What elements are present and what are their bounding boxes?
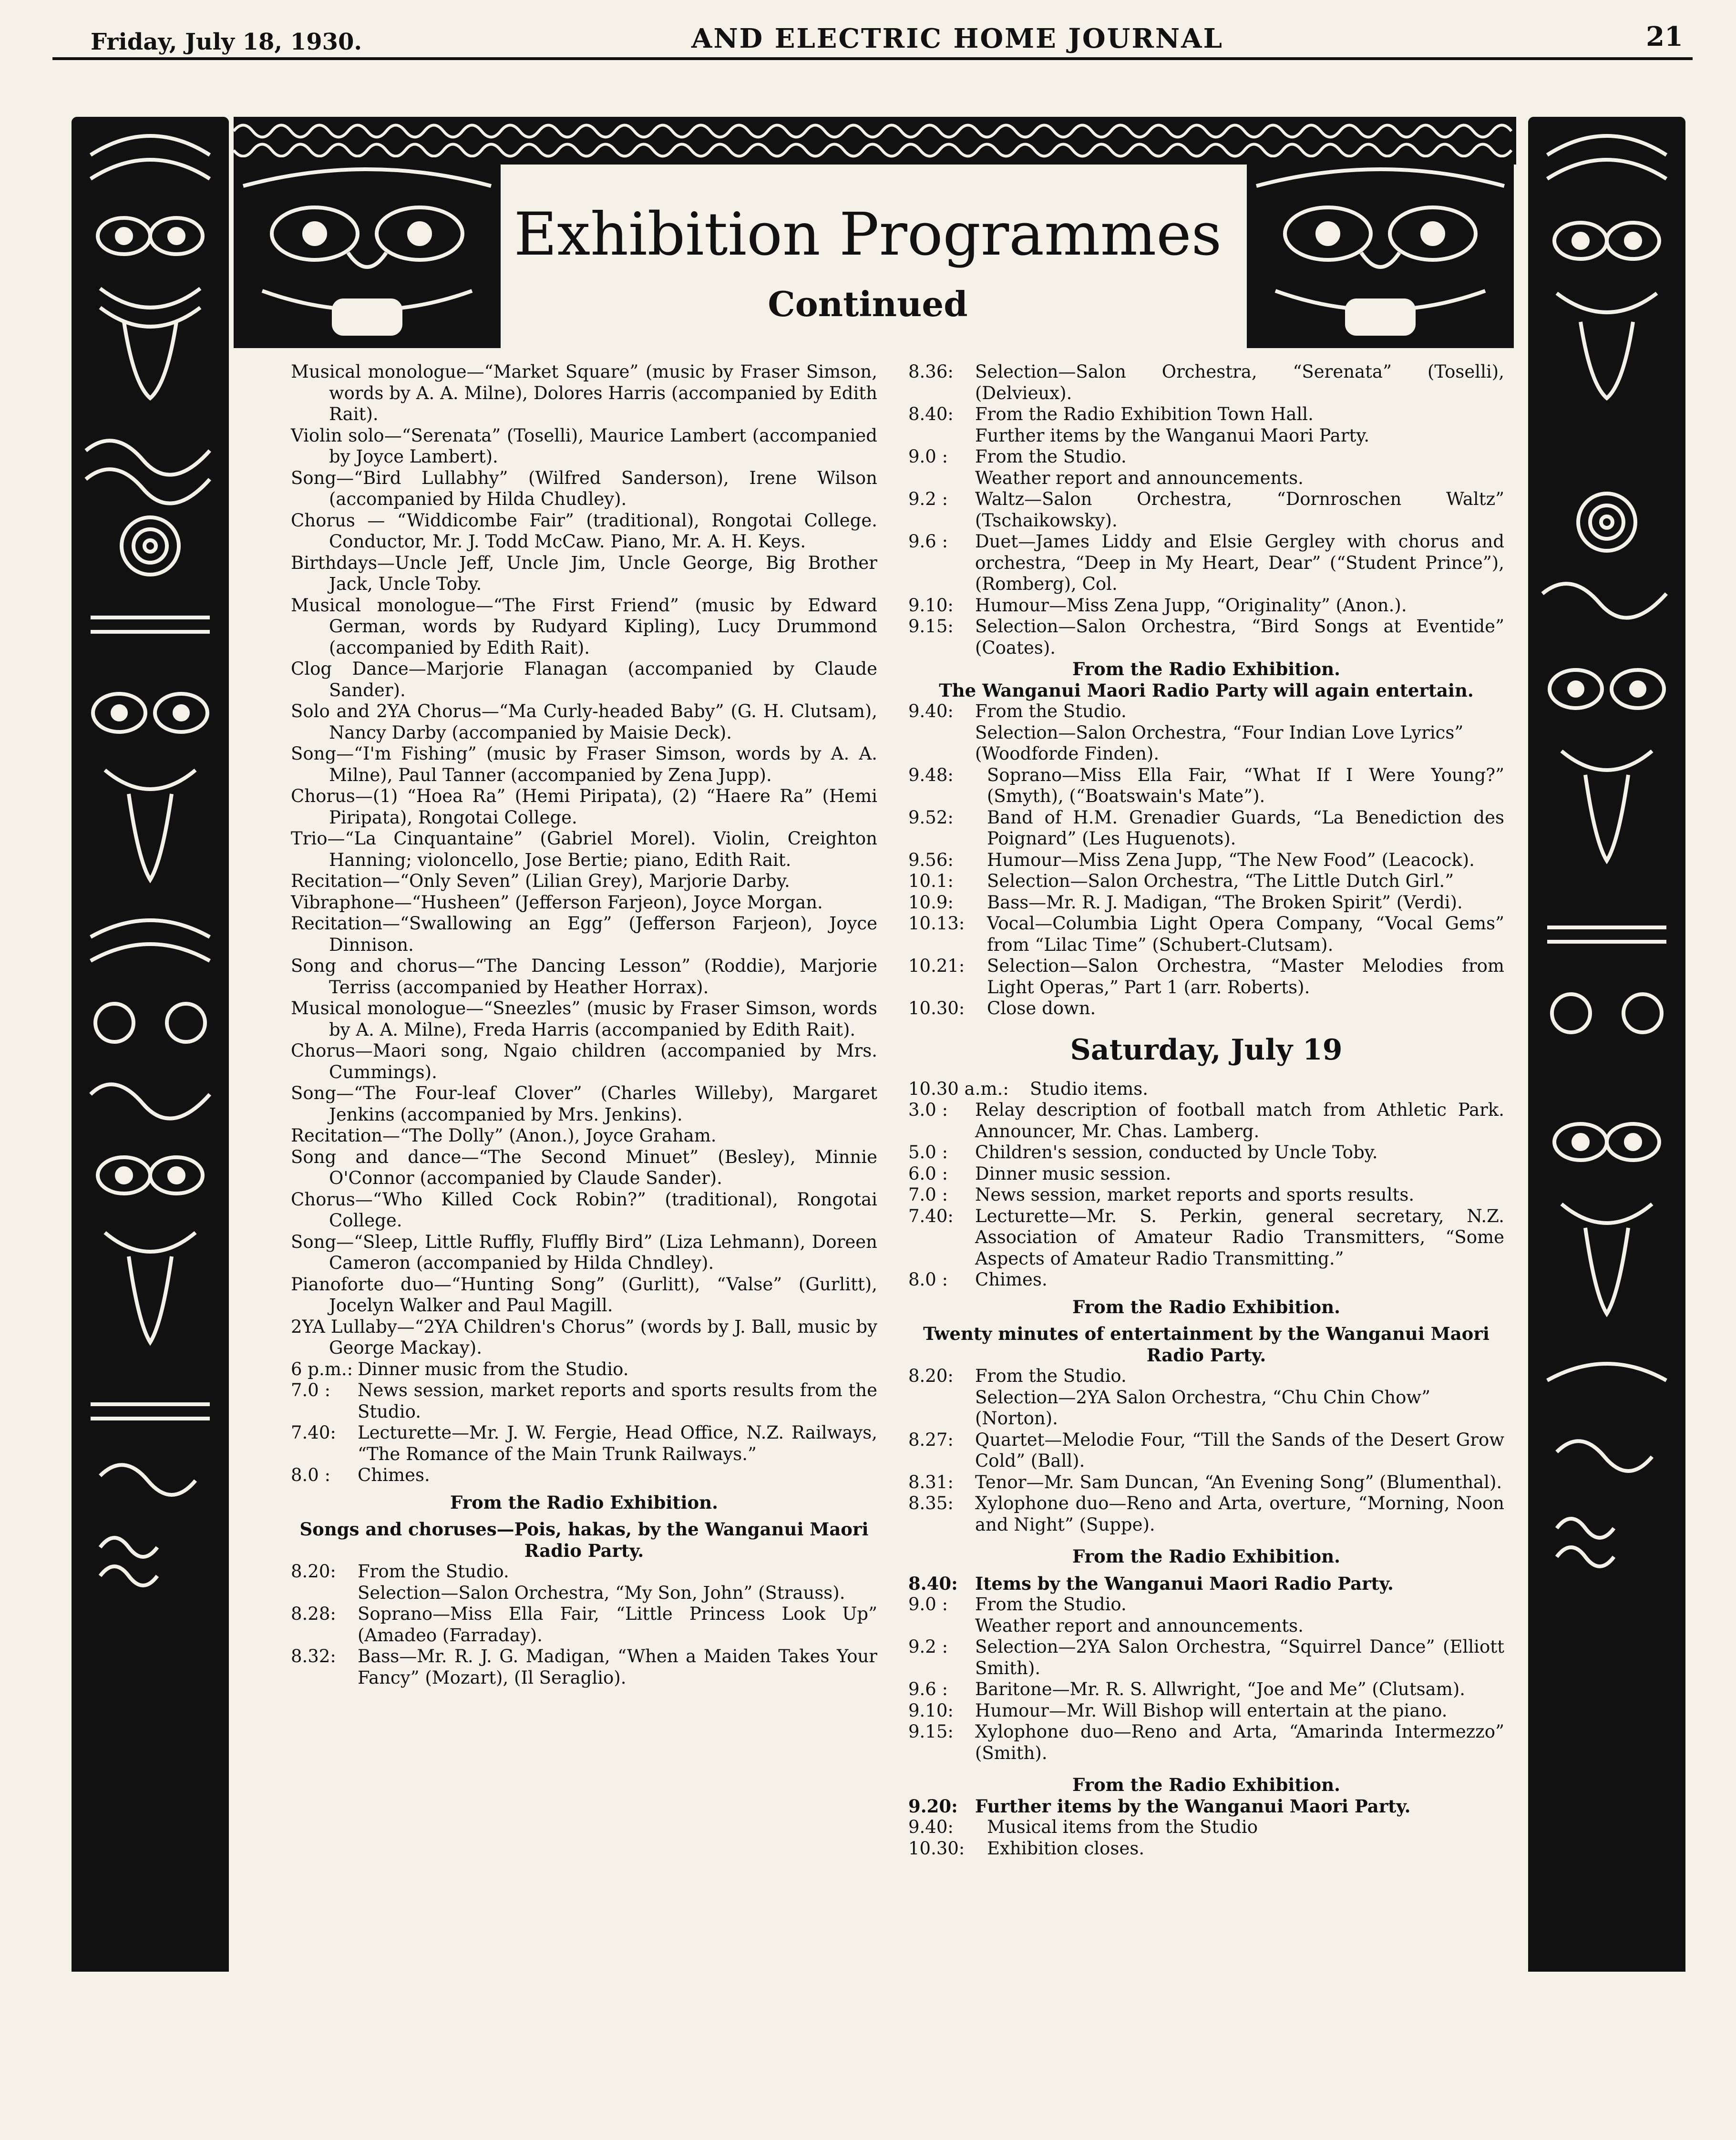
entry-text: Soprano—Miss Ella Fair, “What If I Were Young?” (Smyth), (“Boatswain's Mate”). bbox=[987, 764, 1504, 806]
entry-time: 8.40: bbox=[908, 1573, 958, 1594]
programme-item: Song and dance—“The Second Minuet” (Besley), Minnie O'Connor (accompanied by Claude Sander). bbox=[291, 1146, 877, 1188]
schedule-entry bbox=[908, 1838, 1504, 1860]
entry-text: Lecturette—Mr. S. Perkin, general secretary, N.Z. Association of Amateur Radio Transmitters, “Some Aspects of Amateur Radio Transmitting.” bbox=[975, 1205, 1504, 1269]
schedule-entry bbox=[908, 1430, 1504, 1472]
entry-time: 7.0 : bbox=[291, 1380, 331, 1400]
entry-text: Further items by the Wanganui Maori Party. bbox=[975, 1795, 1411, 1817]
entry-text: Quartet—Melodie Four, “Till the Sands of the Desert Grow Cold” (Ball). bbox=[975, 1429, 1504, 1471]
entry-text: Selection—Salon Orchestra, “Bird Songs at Eventide” (Coates). bbox=[975, 616, 1504, 658]
entry-text: Children's session, conducted by Uncle Toby. bbox=[975, 1142, 1378, 1163]
programme-item: Song—“The Four-leaf Clover” (Charles Willeby), Margaret Jenkins (accompanied by Mrs. Jenkins). bbox=[291, 1083, 877, 1125]
schedule-entry bbox=[908, 531, 1504, 595]
entry-time: 8.20: bbox=[908, 1366, 954, 1386]
entry-text: Relay description of football match from Athletic Park. Announcer, Mr. Chas. Lamberg. bbox=[975, 1100, 1504, 1142]
entry-text: From the Studio. bbox=[358, 1561, 509, 1582]
entry-time: 9.6 : bbox=[908, 1679, 948, 1699]
saturday-schedule-c bbox=[908, 1366, 1504, 1387]
children-session-list bbox=[291, 361, 877, 1359]
carved-face-left bbox=[234, 157, 501, 348]
schedule-entry bbox=[908, 1679, 1504, 1700]
sub-item: Weather report and announcements. bbox=[975, 1615, 1304, 1636]
entry-time: 3.0 : bbox=[908, 1100, 948, 1120]
entry-text: From the Radio Exhibition Town Hall. bbox=[975, 404, 1314, 424]
entry-time: 8.35: bbox=[908, 1493, 954, 1513]
entry-time: 6.0 : bbox=[908, 1163, 948, 1184]
evening-schedule-a bbox=[291, 1359, 877, 1486]
sub-item: Selection—Salon Orchestra, “My Son, John” (Strauss). bbox=[358, 1582, 845, 1603]
entry-text: News session, market reports and sports results from the Studio. bbox=[358, 1380, 877, 1422]
section-heading: From the Radio Exhibition. bbox=[1072, 1546, 1341, 1567]
schedule-entry bbox=[908, 956, 1504, 998]
schedule-entry bbox=[908, 701, 1504, 722]
entry-text: Selection—Salon Orchestra, “Serenata” (Toselli), (Delvieux). bbox=[975, 361, 1504, 403]
schedule-entry bbox=[291, 1380, 877, 1422]
entry-text: Humour—Miss Zena Jupp, “Originality” (Anon.). bbox=[975, 595, 1407, 616]
entry-text: Duet—James Liddy and Elsie Gergley with chorus and orchestra, “Deep in My Heart, Dear” (“Student Prince”), (Romberg), Col. bbox=[975, 531, 1504, 594]
entry-text: Dinner music session. bbox=[975, 1163, 1171, 1184]
programme-item: Birthdays—Uncle Jeff, Uncle Jim, Uncle George, Big Brother Jack, Uncle Toby. bbox=[291, 552, 877, 594]
schedule-entry bbox=[908, 1493, 1504, 1535]
programme-item: Pianoforte duo—“Hunting Song” (Gurlitt), “Valse” (Gurlitt), Jocelyn Walker and Paul Magill. bbox=[291, 1274, 877, 1316]
evening-schedule-b bbox=[291, 1561, 877, 1583]
entry-text: From the Studio. bbox=[975, 701, 1127, 721]
saturday-schedule-g bbox=[908, 1636, 1504, 1764]
entry-time: 8.40: bbox=[908, 404, 954, 424]
section-heading: From the Radio Exhibition. bbox=[450, 1492, 719, 1513]
entry-time: 9.40: bbox=[908, 701, 954, 721]
schedule-entry bbox=[908, 913, 1504, 956]
entry-text: Studio items. bbox=[1030, 1078, 1149, 1099]
entry-time: 9.0 : bbox=[908, 446, 948, 467]
entry-time: 6 p.m.: bbox=[291, 1358, 353, 1379]
page-number: 21 bbox=[1646, 21, 1683, 52]
entry-time: 9.0 : bbox=[908, 1594, 948, 1615]
section-heading: From the Radio Exhibition. bbox=[1072, 658, 1341, 679]
schedule-entry bbox=[908, 1721, 1504, 1764]
entry-time: 9.40: bbox=[908, 1817, 954, 1837]
sub-item: Further items by the Wanganui Maori Party. bbox=[975, 425, 1370, 446]
schedule-entry bbox=[908, 1206, 1504, 1270]
entry-time: 8.32: bbox=[291, 1646, 336, 1667]
entry-text: News session, market reports and sports results. bbox=[975, 1184, 1415, 1205]
evening-schedule-c bbox=[291, 1604, 877, 1688]
entry-time: 8.0 : bbox=[291, 1465, 331, 1485]
schedule-entry bbox=[908, 1079, 1504, 1100]
programme-item: Song—“Bird Lullabhy” (Wilfred Sanderson), Irene Wilson (accompanied by Hilda Chudley). bbox=[291, 467, 877, 509]
entry-text: Soprano—Miss Ella Fair, “Little Princess Look Up” (Amadeo (Farraday). bbox=[358, 1604, 877, 1646]
entry-time: 7.40: bbox=[908, 1205, 954, 1226]
entry-time: 9.20: bbox=[908, 1795, 958, 1817]
left-column bbox=[291, 361, 877, 1688]
programme-item: Recitation—“Only Seven” (Lilian Grey), Marjorie Darby. bbox=[291, 871, 790, 891]
schedule-entry bbox=[908, 446, 1504, 468]
programme-item: Recitation—“Swallowing an Egg” (Jefferson Farjeon), Joyce Dinnison. bbox=[291, 913, 877, 955]
entry-time: 9.15: bbox=[908, 1721, 954, 1742]
entry-time: 10.30 a.m.: bbox=[908, 1078, 1009, 1099]
entry-text: Bass—Mr. R. J. G. Madigan, “When a Maiden Takes Your Fancy” (Mozart), (Il Seraglio). bbox=[358, 1646, 877, 1688]
entry-time: 9.10: bbox=[908, 595, 954, 616]
entry-text: Xylophone duo—Reno and Arta, overture, “Morning, Noon and Night” (Suppe). bbox=[975, 1493, 1504, 1535]
section-heading-bold: Twenty minutes of entertainment by the Wanganui Maori Radio Party. bbox=[923, 1323, 1489, 1366]
page-header bbox=[52, 14, 1693, 60]
programme-item: Musical monologue—“Market Square” (music by Fraser Simson, words by A. A. Milne), Dolores Harris (accompanied by Edith Rait). bbox=[291, 361, 877, 424]
programme-item: Vibraphone—“Husheen” (Jefferson Farjeon), Joyce Morgan. bbox=[291, 892, 823, 913]
entry-time: 9.6 : bbox=[908, 531, 948, 552]
entry-time: 8.27: bbox=[908, 1429, 954, 1450]
entry-text: Vocal—Columbia Light Opera Company, “Vocal Gems” from “Lilac Time” (Schubert-Clutsam). bbox=[987, 913, 1504, 955]
entry-text: Waltz—Salon Orchestra, “Dornroschen Waltz” (Tschaikowsky). bbox=[975, 489, 1504, 531]
entry-time: 9.15: bbox=[908, 616, 954, 637]
section-heading-bold: Songs and choruses—Pois, hakas, by the Wanganui Maori Radio Party. bbox=[299, 1519, 869, 1561]
entry-time: 9.2 : bbox=[908, 1636, 948, 1657]
programme-item: Musical monologue—“Sneezles” (music by Fraser Simson, words by A. A. Milne), Freda Harris (accompanied by Edith Rait). bbox=[291, 998, 877, 1040]
schedule-entry bbox=[908, 807, 1504, 850]
entry-text: Humour—Mr. Will Bishop will entertain at the piano. bbox=[975, 1700, 1448, 1721]
entry-text: Exhibition closes. bbox=[987, 1838, 1145, 1859]
schedule-entry bbox=[908, 1573, 1504, 1595]
saturday-schedule-i bbox=[908, 1817, 1504, 1859]
entry-time: 9.52: bbox=[908, 807, 954, 828]
saturday-schedule-a bbox=[908, 1079, 1504, 1100]
entry-text: Chimes. bbox=[358, 1465, 430, 1485]
friday-schedule-a bbox=[908, 361, 1504, 425]
friday-schedule-d bbox=[908, 701, 1504, 722]
issue-date: Friday, July 18, 1930. bbox=[91, 29, 362, 55]
programme-item: Musical monologue—“The First Friend” (music by Edward German, words by Rudyard Kipling), Lucy Drummond (accompanied by Edith Rait). bbox=[291, 595, 877, 658]
page-title: Exhibition Programmes bbox=[514, 200, 1222, 269]
saturday-schedule-d bbox=[908, 1430, 1504, 1536]
entry-text: Musical items from the Studio bbox=[987, 1817, 1258, 1837]
schedule-entry bbox=[291, 1646, 877, 1688]
programme-item: Chorus—(1) “Hoea Ra” (Hemi Piripata), (2) “Haere Ra” (Hemi Piripata), Rongotai College. bbox=[291, 786, 877, 828]
programme-item: Chorus — “Widdicombe Fair” (traditional), Rongotai College. Conductor, Mr. J. Todd McCaw. Piano, Mr. A. H. Keys. bbox=[291, 510, 877, 552]
sub-item: Selection—Salon Orchestra, “Four Indian Love Lyrics” (Woodforde Finden). bbox=[975, 722, 1464, 764]
entry-text: Selection—Salon Orchestra, “The Little Dutch Girl.” bbox=[987, 871, 1454, 891]
entry-time: 8.28: bbox=[291, 1604, 336, 1624]
entry-text: Lecturette—Mr. J. W. Fergie, Head Office, N.Z. Railways, “The Romance of the Main Trunk Railways.” bbox=[358, 1422, 877, 1464]
schedule-entry bbox=[908, 1636, 1504, 1679]
schedule-entry bbox=[908, 1184, 1504, 1206]
programme-item: Violin solo—“Serenata” (Toselli), Maurice Lambert (accompanied by Joyce Lambert). bbox=[291, 425, 877, 467]
schedule-entry bbox=[908, 850, 1504, 871]
schedule-entry bbox=[908, 1817, 1504, 1838]
entry-time: 9.56: bbox=[908, 849, 954, 870]
entry-time: 10.21: bbox=[908, 956, 965, 976]
schedule-entry bbox=[908, 1796, 1504, 1817]
schedule-entry bbox=[908, 765, 1504, 807]
entry-time: 9.2 : bbox=[908, 489, 948, 509]
schedule-entry bbox=[908, 404, 1504, 425]
sub-item: Selection—2YA Salon Orchestra, “Chu Chin Chow” (Norton). bbox=[975, 1387, 1430, 1429]
schedule-entry bbox=[908, 1163, 1504, 1185]
entry-text: Band of H.M. Grenadier Guards, “La Benediction des Poignard” (Les Huguenots). bbox=[987, 807, 1504, 849]
saturday-schedule-b bbox=[908, 1100, 1504, 1291]
programme-item: Chorus—“Who Killed Cock Robin?” (traditional), Rongotai College. bbox=[291, 1189, 877, 1231]
friday-schedule-e bbox=[908, 765, 1504, 1019]
entry-text: Tenor—Mr. Sam Duncan, “An Evening Song” (Blumenthal). bbox=[975, 1471, 1502, 1492]
friday-schedule-b bbox=[908, 446, 1504, 468]
entry-time: 8.31: bbox=[908, 1471, 954, 1492]
schedule-entry bbox=[908, 1142, 1504, 1163]
entry-text: Xylophone duo—Reno and Arta, “Amarinda Intermezzo” (Smith). bbox=[975, 1721, 1504, 1763]
schedule-entry bbox=[908, 489, 1504, 531]
schedule-entry bbox=[908, 595, 1504, 617]
saturday-heading: Saturday, July 19 bbox=[1070, 1033, 1343, 1067]
entry-time: 8.36: bbox=[908, 361, 954, 382]
entry-time: 7.0 : bbox=[908, 1184, 948, 1205]
entry-text: Bass—Mr. R. J. Madigan, “The Broken Spirit” (Verdi). bbox=[987, 892, 1463, 913]
section-heading: From the Radio Exhibition. bbox=[1072, 1296, 1341, 1317]
right-column bbox=[908, 361, 1504, 1859]
carved-pole-left bbox=[72, 117, 229, 1972]
schedule-entry bbox=[908, 871, 1504, 892]
programme-item: Solo and 2YA Chorus—“Ma Curly-headed Baby” (G. H. Clutsam), Nancy Darby (accompanied by Maisie Deck). bbox=[291, 701, 877, 743]
programme-item: Song—“Sleep, Little Ruffly, Fluffly Bird” (Liza Lehmann), Doreen Cameron (accompanied by Hilda Chndley). bbox=[291, 1231, 877, 1273]
schedule-entry bbox=[908, 1100, 1504, 1142]
schedule-entry bbox=[908, 1594, 1504, 1615]
schedule-entry bbox=[291, 1465, 877, 1486]
entry-text: Close down. bbox=[987, 998, 1096, 1019]
entry-time: 10.30: bbox=[908, 1838, 965, 1859]
schedule-entry bbox=[908, 1269, 1504, 1291]
schedule-entry bbox=[291, 1561, 877, 1583]
carved-pole-right bbox=[1528, 117, 1685, 1972]
schedule-entry bbox=[908, 1366, 1504, 1387]
section-heading: From the Radio Exhibition. bbox=[1072, 1774, 1341, 1795]
entry-time: 10.30: bbox=[908, 998, 965, 1019]
programme-item: Chorus—Maori song, Ngaio children (accompanied by Mrs. Cummings). bbox=[291, 1040, 877, 1082]
schedule-entry bbox=[291, 1604, 877, 1646]
friday-schedule-c bbox=[908, 489, 1504, 658]
entry-time: 10.9: bbox=[908, 892, 954, 913]
programme-item: Recitation—“The Dolly” (Anon.), Joyce Graham. bbox=[291, 1125, 717, 1146]
section-heading-bold: The Wanganui Maori Radio Party will again entertain. bbox=[939, 679, 1474, 701]
entry-time: 10.13: bbox=[908, 913, 965, 934]
journal-title: AND ELECTRIC HOME JOURNAL bbox=[691, 23, 1224, 54]
entry-text: Baritone—Mr. R. S. Allwright, “Joe and Me” (Clutsam). bbox=[975, 1679, 1466, 1699]
entry-text: Selection—Salon Orchestra, “Master Melodies from Light Operas,” Part 1 (arr. Roberts). bbox=[987, 956, 1504, 998]
programme-item: Trio—“La Cinquantaine” (Gabriel Morel). Violin, Creighton Hanning; violoncello, Jose Bertie; piano, Edith Rait. bbox=[291, 828, 877, 870]
entry-text: Humour—Miss Zena Jupp, “The New Food” (Leacock). bbox=[987, 849, 1475, 870]
entry-text: From the Studio. bbox=[975, 1366, 1127, 1386]
entry-time: 10.1: bbox=[908, 871, 954, 891]
entry-time: 7.40: bbox=[291, 1422, 336, 1443]
programme-item: Song and chorus—“The Dancing Lesson” (Roddie), Marjorie Terriss (accompanied by Heather Horrax). bbox=[291, 956, 877, 998]
entry-time: 9.48: bbox=[908, 764, 954, 785]
sub-item: Weather report and announcements. bbox=[975, 467, 1304, 488]
schedule-entry bbox=[908, 361, 1504, 404]
page-subtitle: Continued bbox=[768, 284, 968, 324]
entry-time: 8.0 : bbox=[908, 1269, 948, 1290]
programme-item: 2YA Lullaby—“2YA Children's Chorus” (words by J. Ball, music by George Mackay). bbox=[291, 1316, 877, 1358]
entry-text: Dinner music from the Studio. bbox=[358, 1358, 629, 1379]
entry-text: From the Studio. bbox=[975, 1594, 1127, 1615]
entry-time: 5.0 : bbox=[908, 1142, 948, 1163]
schedule-entry bbox=[908, 1700, 1504, 1722]
schedule-entry bbox=[291, 1422, 877, 1465]
entry-time: 9.10: bbox=[908, 1700, 954, 1721]
programme-item: Song—“I'm Fishing” (music by Fraser Simson, words by A. A. Milne), Paul Tanner (accompanied by Zena Jupp). bbox=[291, 743, 877, 785]
entry-text: Selection—2YA Salon Orchestra, “Squirrel Dance” (Elliott Smith). bbox=[975, 1636, 1504, 1678]
schedule-entry bbox=[291, 1359, 877, 1380]
saturday-schedule-f bbox=[908, 1594, 1504, 1615]
schedule-entry bbox=[908, 998, 1504, 1019]
carved-face-right bbox=[1247, 157, 1514, 348]
entry-text: Chimes. bbox=[975, 1269, 1048, 1290]
schedule-entry bbox=[908, 892, 1504, 914]
entry-text: Items by the Wanganui Maori Radio Party. bbox=[975, 1573, 1394, 1594]
schedule-entry bbox=[908, 1472, 1504, 1493]
entry-time: 8.20: bbox=[291, 1561, 336, 1582]
schedule-entry bbox=[908, 616, 1504, 658]
programme-item: Clog Dance—Marjorie Flanagan (accompanied by Claude Sander). bbox=[291, 658, 877, 700]
entry-text: From the Studio. bbox=[975, 446, 1127, 467]
